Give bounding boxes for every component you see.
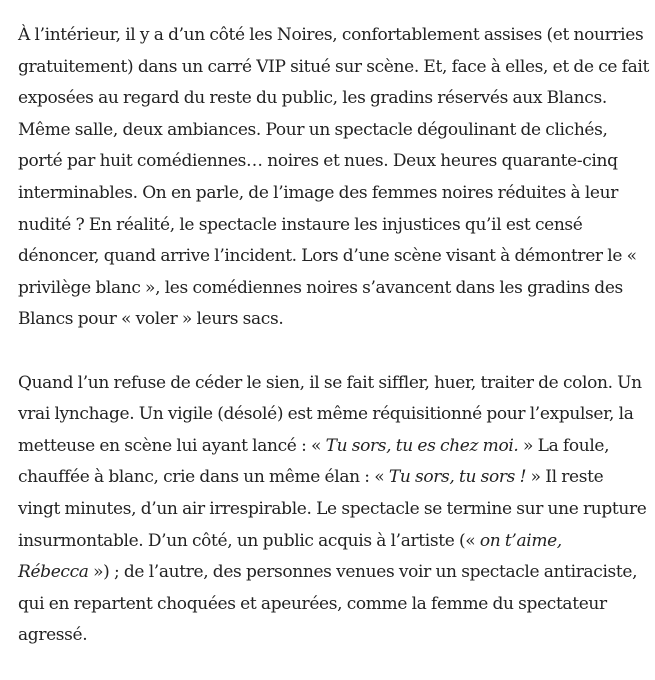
text-line bbox=[18, 368, 642, 400]
text-line bbox=[18, 431, 642, 463]
text-segment: Même salle, deux ambiances. Pour un spectacle dégoulinant de clichés, bbox=[18, 119, 608, 140]
text-segment: gratuitement) dans un carré VIP situé sur scène. Et, face à elles, et de ce fait bbox=[18, 56, 649, 77]
italic-quote-text: on t’aime, bbox=[479, 530, 562, 551]
text-segment: porté par huit comédiennes… noires et nues. Deux heures quarante-cinq bbox=[18, 151, 618, 172]
italic-quote-text: Rébecca bbox=[18, 562, 89, 583]
text-segment: agressé. bbox=[18, 625, 88, 646]
text-line bbox=[18, 146, 642, 178]
text-segment: privilège blanc », les comédiennes noires s’avancent dans les gradins des bbox=[18, 277, 623, 298]
text-line bbox=[18, 273, 642, 305]
text-segment: qui en repartent choquées et apeurées, comme la femme du spectateur bbox=[18, 593, 607, 614]
text-line bbox=[18, 83, 642, 115]
text-line bbox=[18, 178, 642, 210]
article-paragraph-2 bbox=[18, 368, 647, 652]
text-line bbox=[18, 20, 642, 52]
text-segment: exposées au regard du reste du public, les gradins réservés aux Blancs. bbox=[18, 88, 607, 109]
text-segment: insurmontable. D’un côté, un public acquis à l’artiste (« bbox=[18, 530, 480, 551]
text-segment: chauffée à blanc, crie dans un même élan : « bbox=[18, 467, 389, 488]
article-body bbox=[18, 20, 649, 652]
text-segment: » La foule, bbox=[518, 435, 610, 456]
text-segment: À l’intérieur, il y a d’un côté les Noires, confortablement assises (et nourries bbox=[18, 25, 644, 45]
text-line bbox=[18, 620, 642, 652]
text-line bbox=[18, 462, 642, 494]
text-line bbox=[18, 589, 642, 621]
text-line bbox=[18, 115, 642, 147]
text-line bbox=[18, 210, 642, 242]
text-segment: ») ; de l’autre, des personnes venues voir un spectacle antiraciste, bbox=[88, 562, 638, 583]
text-segment: interminables. On en parle, de l’image des femmes noires réduites à leur bbox=[18, 182, 619, 203]
text-segment: vingt minutes, d’un air irrespirable. Le spectacle se termine sur une rupture bbox=[18, 498, 647, 519]
text-line bbox=[18, 304, 642, 336]
text-segment: nudité ? En réalité, le spectacle instaure les injustices qu’il est censé bbox=[18, 214, 583, 235]
text-segment: vrai lynchage. Un vigile (désolé) est même réquisitionné pour l’expulser, la bbox=[18, 404, 634, 425]
text-segment: Quand l’un refuse de céder le sien, il se fait siffler, huer, traiter de colon. Un bbox=[18, 372, 642, 393]
text-line bbox=[18, 241, 642, 273]
text-line bbox=[18, 526, 642, 558]
text-segment: » Il reste bbox=[526, 467, 604, 488]
text-line bbox=[18, 399, 642, 431]
text-segment: metteuse en scène lui ayant lancé : « bbox=[18, 435, 326, 456]
text-line bbox=[18, 52, 649, 84]
italic-quote-text: Tu sors, tu es chez moi. bbox=[325, 435, 519, 456]
text-segment: dénoncer, quand arrive l’incident. Lors d’une scène visant à démontrer le « bbox=[18, 246, 637, 267]
text-line bbox=[18, 557, 642, 589]
text-segment: Blancs pour « voler » leurs sacs. bbox=[18, 309, 284, 330]
article-paragraph-1 bbox=[18, 20, 649, 336]
italic-quote-text: Tu sors, tu sors ! bbox=[388, 467, 527, 488]
text-line bbox=[18, 494, 647, 526]
